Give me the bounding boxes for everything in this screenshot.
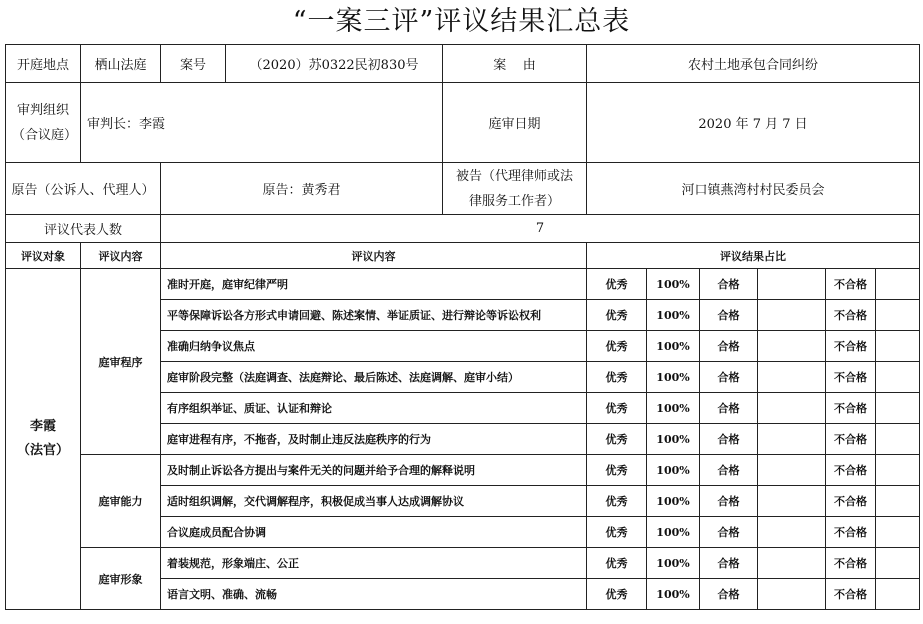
fail-label: 不合格 xyxy=(826,579,876,610)
group-procedure: 庭审程序 xyxy=(81,269,161,455)
excellent-label: 优秀 xyxy=(587,424,647,455)
excellent-pct: 100% xyxy=(647,424,700,455)
fail-pct xyxy=(876,269,920,300)
pass-label: 合格 xyxy=(700,424,758,455)
excellent-pct: 100% xyxy=(647,486,700,517)
fail-pct xyxy=(876,331,920,362)
col-content: 评议内容 xyxy=(161,243,587,269)
pass-pct xyxy=(758,362,826,393)
excellent-label: 优秀 xyxy=(587,517,647,548)
excellent-label: 优秀 xyxy=(587,300,647,331)
fail-pct xyxy=(876,548,920,579)
excellent-label: 优秀 xyxy=(587,331,647,362)
criterion: 语言文明、准确、流畅 xyxy=(161,579,587,610)
cause-value: 农村土地承包合同纠纷 xyxy=(587,45,920,83)
pass-label: 合格 xyxy=(700,331,758,362)
reps-value: 7 xyxy=(161,215,920,243)
pass-label: 合格 xyxy=(700,362,758,393)
excellent-pct: 100% xyxy=(647,579,700,610)
page-title: “一案三评”评议结果汇总表 xyxy=(292,6,631,37)
excellent-pct: 100% xyxy=(647,393,700,424)
pass-pct xyxy=(758,486,826,517)
fail-label: 不合格 xyxy=(826,424,876,455)
judge-role: （法官） xyxy=(16,443,69,458)
col-object: 评议对象 xyxy=(6,243,81,269)
criterion: 合议庭成员配合协调 xyxy=(161,517,587,548)
pass-label: 合格 xyxy=(700,579,758,610)
hearing-date-label: 庭审日期 xyxy=(443,83,587,163)
criterion: 准时开庭，庭审纪律严明 xyxy=(161,269,587,300)
panel-label: 审判组织（合议庭） xyxy=(6,83,81,163)
fail-label: 不合格 xyxy=(826,269,876,300)
fail-label: 不合格 xyxy=(826,331,876,362)
pass-pct xyxy=(758,455,826,486)
criterion: 准确归纳争议焦点 xyxy=(161,331,587,362)
judge-name: 李霞 xyxy=(29,419,56,434)
group-image: 庭审形象 xyxy=(81,548,161,610)
fail-label: 不合格 xyxy=(826,517,876,548)
pass-pct xyxy=(758,269,826,300)
fail-pct xyxy=(876,362,920,393)
fail-label: 不合格 xyxy=(826,486,876,517)
defendant-value: 河口镇燕湾村村民委员会 xyxy=(587,163,920,215)
panel-value: 审判长：李霞 xyxy=(81,83,443,163)
defendant-label: 被告（代理律师或法律服务工作者） xyxy=(443,163,587,215)
pass-label: 合格 xyxy=(700,393,758,424)
criterion: 平等保障诉讼各方形式申请回避、陈述案情、举证质证、进行辩论等诉讼权利 xyxy=(161,300,587,331)
excellent-label: 优秀 xyxy=(587,362,647,393)
excellent-pct: 100% xyxy=(647,455,700,486)
fail-pct xyxy=(876,579,920,610)
fail-pct xyxy=(876,300,920,331)
pass-pct xyxy=(758,548,826,579)
fail-label: 不合格 xyxy=(826,393,876,424)
criterion: 着装规范，形象端庄、公正 xyxy=(161,548,587,579)
pass-pct xyxy=(758,517,826,548)
excellent-label: 优秀 xyxy=(587,455,647,486)
group-ability: 庭审能力 xyxy=(81,455,161,548)
fail-pct xyxy=(876,424,920,455)
pass-label: 合格 xyxy=(700,548,758,579)
hearing-date-value: 2020 年 7 月 7 日 xyxy=(587,83,920,163)
pass-label: 合格 xyxy=(700,486,758,517)
excellent-label: 优秀 xyxy=(587,548,647,579)
criterion: 庭审进程有序，不拖沓，及时制止违反法庭秩序的行为 xyxy=(161,424,587,455)
excellent-pct: 100% xyxy=(647,331,700,362)
fail-label: 不合格 xyxy=(826,455,876,486)
plaintiff-label: 原告（公诉人、代理人） xyxy=(6,163,161,215)
fail-label: 不合格 xyxy=(826,300,876,331)
pass-label: 合格 xyxy=(700,517,758,548)
case-no-label: 案号 xyxy=(161,45,226,83)
excellent-pct: 100% xyxy=(647,517,700,548)
excellent-pct: 100% xyxy=(647,548,700,579)
pass-pct xyxy=(758,579,826,610)
court-place-label: 开庭地点 xyxy=(6,45,81,83)
pass-pct xyxy=(758,300,826,331)
fail-pct xyxy=(876,517,920,548)
fail-pct xyxy=(876,486,920,517)
pass-label: 合格 xyxy=(700,455,758,486)
fail-label: 不合格 xyxy=(826,548,876,579)
pass-label: 合格 xyxy=(700,269,758,300)
excellent-pct: 100% xyxy=(647,300,700,331)
col-result: 评议结果占比 xyxy=(587,243,920,269)
col-content-type: 评议内容 xyxy=(81,243,161,269)
excellent-label: 优秀 xyxy=(587,579,647,610)
criterion: 及时制止诉讼各方提出与案件无关的问题并给予合理的解释说明 xyxy=(161,455,587,486)
criterion: 庭审阶段完整（法庭调查、法庭辩论、最后陈述、法庭调解、庭审小结） xyxy=(161,362,587,393)
evaluation-summary-table xyxy=(5,44,920,610)
case-no-value: （2020）苏0322民初830号 xyxy=(226,45,443,83)
fail-pct xyxy=(876,393,920,424)
pass-pct xyxy=(758,393,826,424)
criterion: 有序组织举证、质证、认证和辩论 xyxy=(161,393,587,424)
pass-pct xyxy=(758,331,826,362)
excellent-pct: 100% xyxy=(647,362,700,393)
excellent-label: 优秀 xyxy=(587,393,647,424)
excellent-label: 优秀 xyxy=(587,269,647,300)
court-place-value: 栖山法庭 xyxy=(81,45,161,83)
fail-pct xyxy=(876,455,920,486)
cause-label: 案 由 xyxy=(443,45,587,83)
fail-label: 不合格 xyxy=(826,362,876,393)
pass-label: 合格 xyxy=(700,300,758,331)
criterion: 适时组织调解，交代调解程序，积极促成当事人达成调解协议 xyxy=(161,486,587,517)
plaintiff-value: 原告：黄秀君 xyxy=(161,163,443,215)
pass-pct xyxy=(758,424,826,455)
excellent-label: 优秀 xyxy=(587,486,647,517)
judge-cell xyxy=(6,269,81,610)
reps-label: 评议代表人数 xyxy=(6,215,161,243)
excellent-pct: 100% xyxy=(647,269,700,300)
